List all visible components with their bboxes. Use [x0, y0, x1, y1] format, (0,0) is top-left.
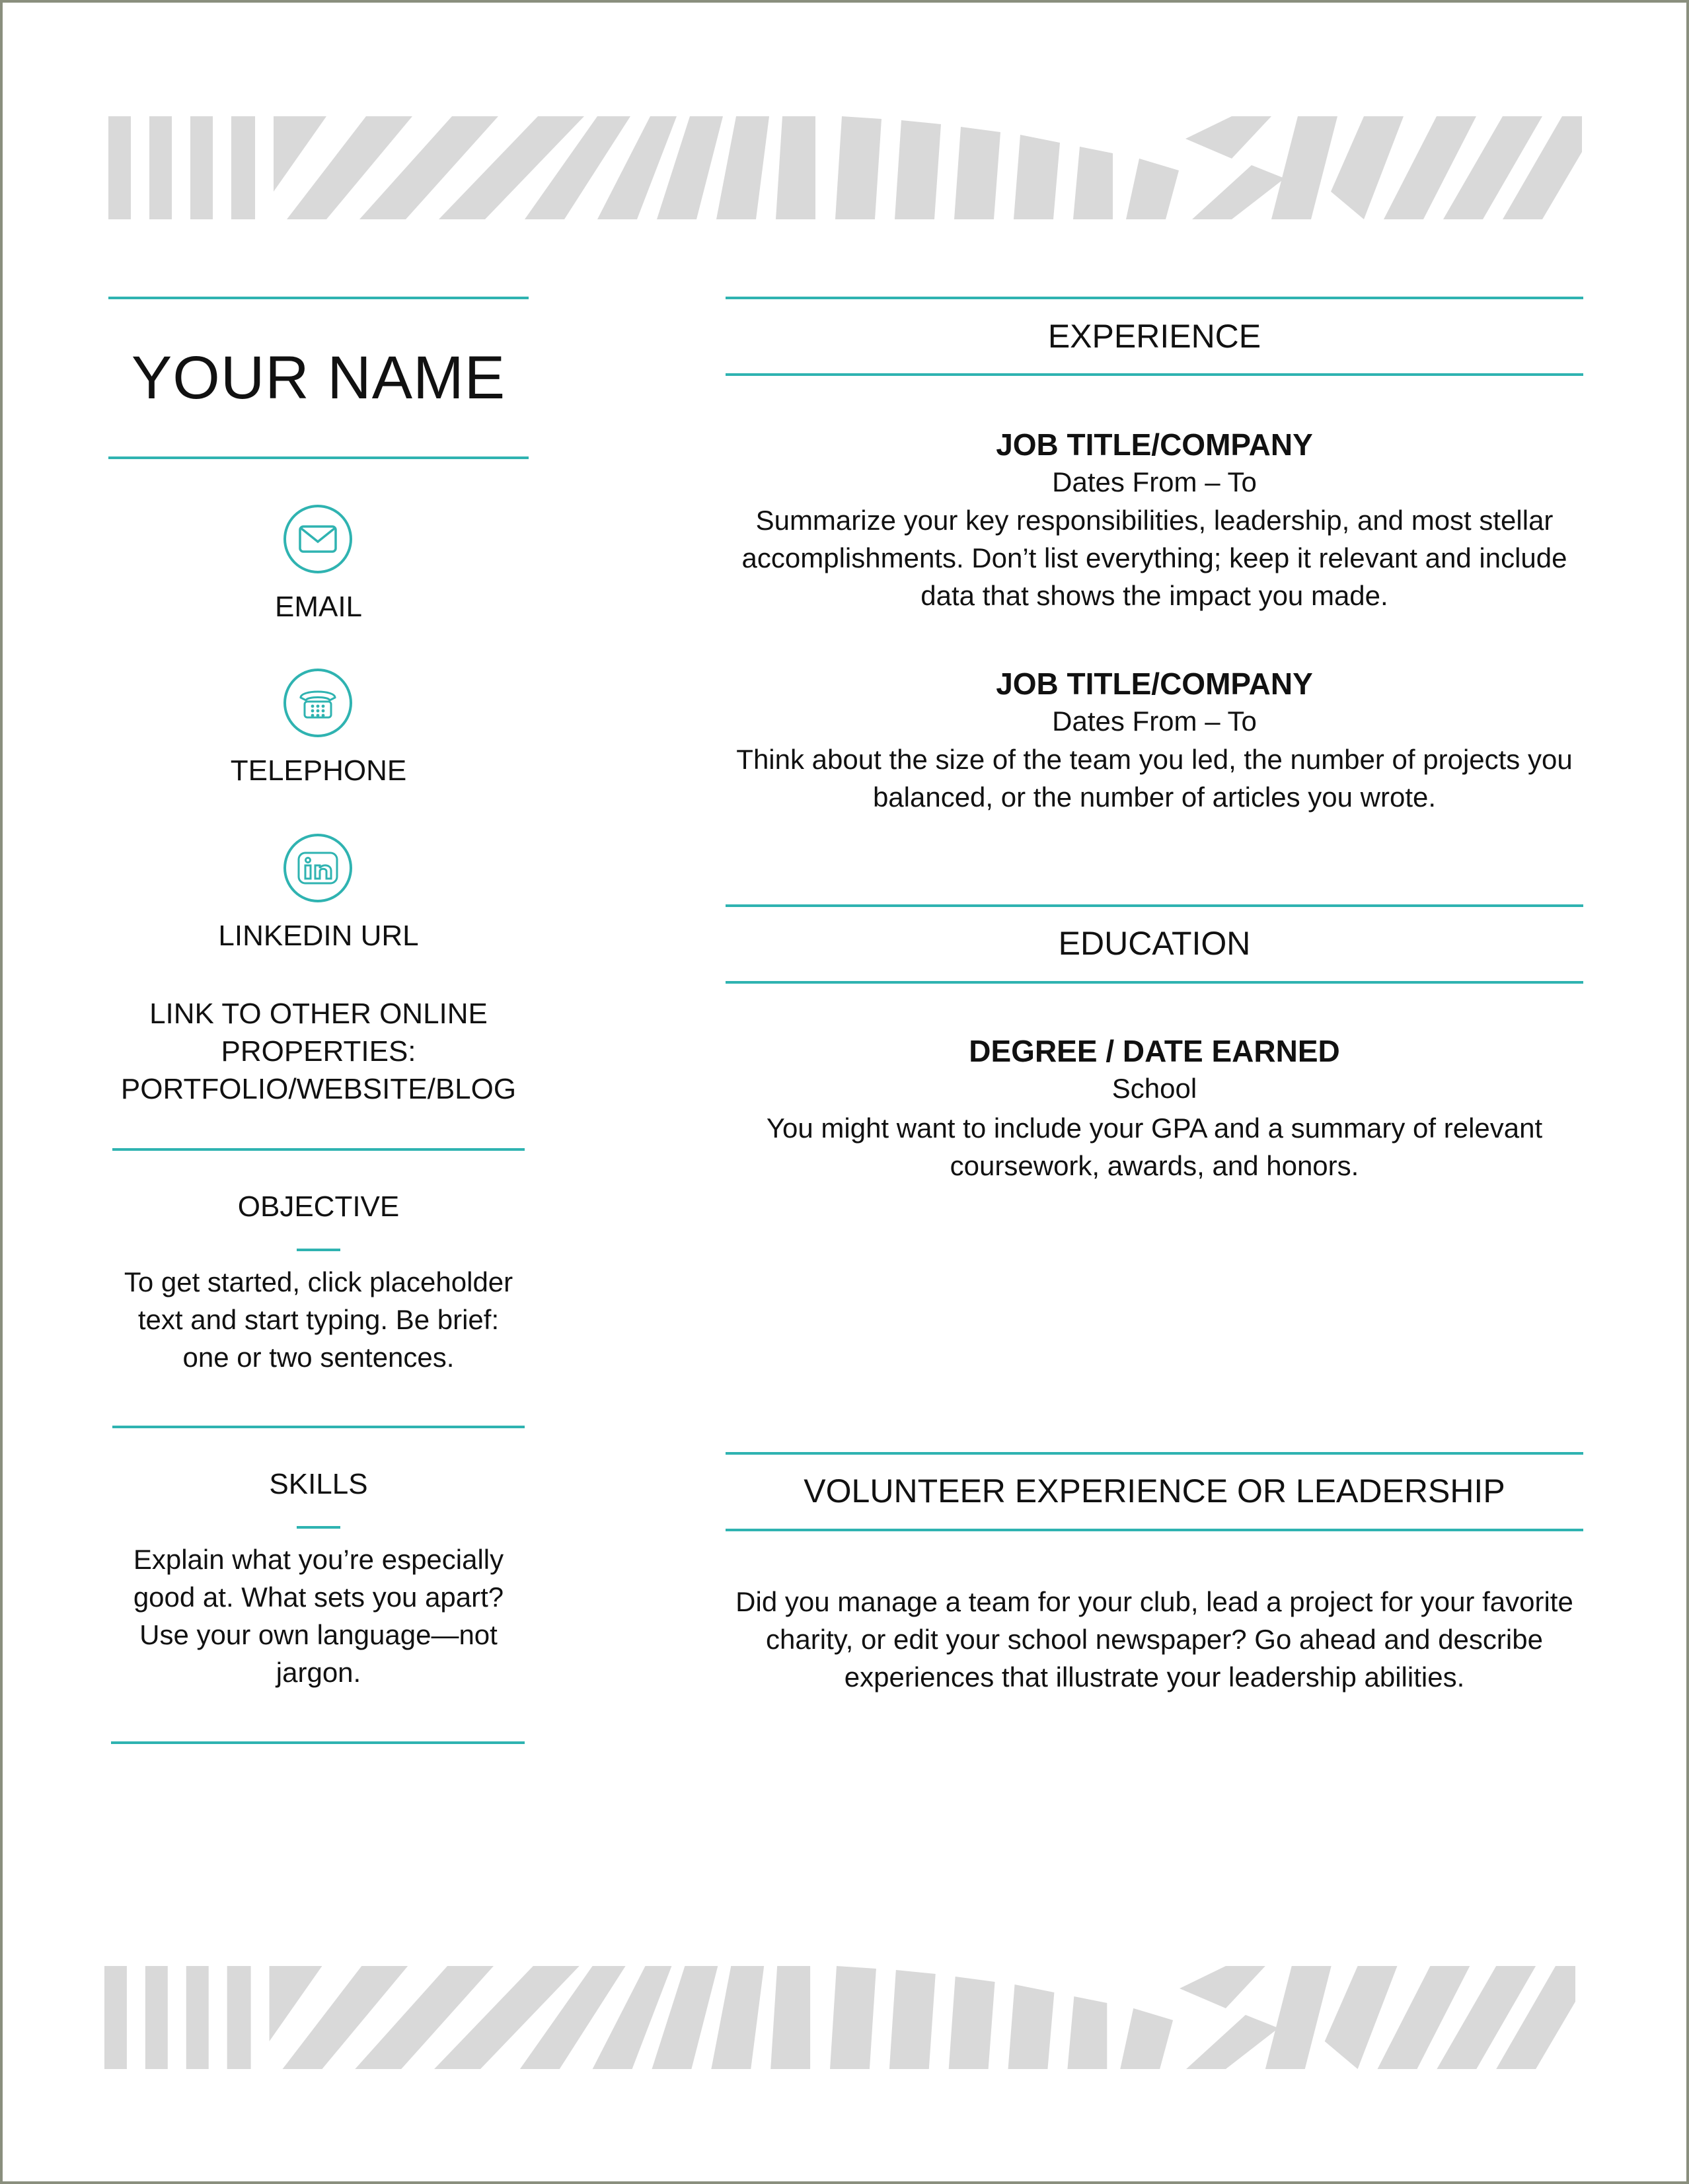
objective-line: text and start typing. Be brief: [137, 1304, 500, 1335]
experience-top-rule [726, 297, 1583, 299]
volunteer-line: charity, or edit your school newspaper? Go ahead and describe [766, 1624, 1543, 1655]
objective-short-rule [297, 1249, 340, 1251]
envelope-icon [283, 505, 352, 573]
objective-heading: OBJECTIVE [237, 1190, 400, 1223]
telephone-glyph [297, 686, 339, 720]
linkedin-label: LINKEDIN URL [218, 920, 419, 952]
linkedin-glyph [297, 851, 339, 885]
education-line: coursework, awards, and honors. [950, 1150, 1359, 1181]
email-label: EMAIL [274, 591, 363, 623]
job-description-line: balanced, or the number of articles you wrote. [872, 782, 1437, 813]
job-description-2 [726, 741, 1583, 816]
education-bottom-rule [726, 981, 1583, 984]
skills-line: jargon. [276, 1657, 361, 1688]
linkedin-icon [283, 834, 352, 902]
job-description-1 [726, 501, 1583, 614]
objective-top-rule [112, 1148, 525, 1151]
volunteer-line: Did you manage a team for your club, lead a project for your favorite [735, 1586, 1573, 1617]
skills-top-rule [112, 1426, 525, 1428]
job-title-1: JOB TITLE/COMPANY [996, 427, 1313, 462]
other-links-line: LINK TO OTHER ONLINE [149, 998, 488, 1030]
skills-line: good at. What sets you apart? [133, 1582, 504, 1613]
name-bottom-rule [108, 456, 529, 459]
other-links-line: PROPERTIES: [221, 1035, 416, 1068]
school-name: School [1111, 1073, 1197, 1104]
objective-line: To get started, click placeholder [124, 1266, 513, 1297]
envelope-glyph [298, 525, 338, 554]
job-title-2: JOB TITLE/COMPANY [996, 667, 1313, 701]
footer-stripe-graphic [104, 1966, 1575, 2073]
objective-line: one or two sentences. [182, 1342, 455, 1373]
volunteer-heading: VOLUNTEER EXPERIENCE OR LEADERSHIP [804, 1473, 1505, 1510]
job-dates-2: Dates From – To [1052, 706, 1257, 737]
candidate-name: YOUR NAME [131, 344, 506, 412]
telephone-icon [283, 669, 352, 737]
other-links-text [108, 995, 529, 1108]
footer-stripe-band [104, 1966, 1575, 2073]
volunteer-description [726, 1583, 1583, 1696]
telephone-label: TELEPHONE [230, 754, 407, 787]
experience-bottom-rule [726, 373, 1583, 376]
job-description-line: accomplishments. Don’t list everything; keep it relevant and include [741, 542, 1567, 573]
skills-text [112, 1541, 525, 1691]
education-top-rule [726, 904, 1583, 907]
education-description [726, 1109, 1583, 1184]
volunteer-line: experiences that illustrate your leadership abilities. [844, 1661, 1465, 1693]
volunteer-top-rule [726, 1452, 1583, 1455]
objective-text [112, 1263, 525, 1376]
education-line: You might want to include your GPA and a summary of relevant [766, 1112, 1543, 1144]
job-description-line: Summarize your key responsibilities, leadership, and most stellar [755, 505, 1554, 536]
skills-line: Explain what you’re especially [133, 1544, 504, 1575]
name-top-rule [108, 297, 529, 299]
skills-short-rule [297, 1526, 340, 1529]
volunteer-bottom-rule [726, 1529, 1583, 1531]
job-description-line: Think about the size of the team you led, the number of projects you [736, 744, 1573, 775]
job-dates-1: Dates From – To [1052, 466, 1257, 497]
header-stripe-graphic [108, 112, 1582, 219]
left-column-bottom-rule [111, 1741, 525, 1744]
header-stripe-band [108, 112, 1582, 219]
experience-heading: EXPERIENCE [1047, 318, 1261, 355]
skills-heading: SKILLS [269, 1468, 368, 1500]
education-heading: EDUCATION [1058, 925, 1251, 962]
job-description-line: data that shows the impact you made. [920, 580, 1388, 611]
other-links-line: PORTFOLIO/WEBSITE/BLOG [120, 1073, 517, 1105]
degree-title: DEGREE / DATE EARNED [969, 1034, 1340, 1068]
skills-line: Use your own language—not [139, 1619, 498, 1650]
